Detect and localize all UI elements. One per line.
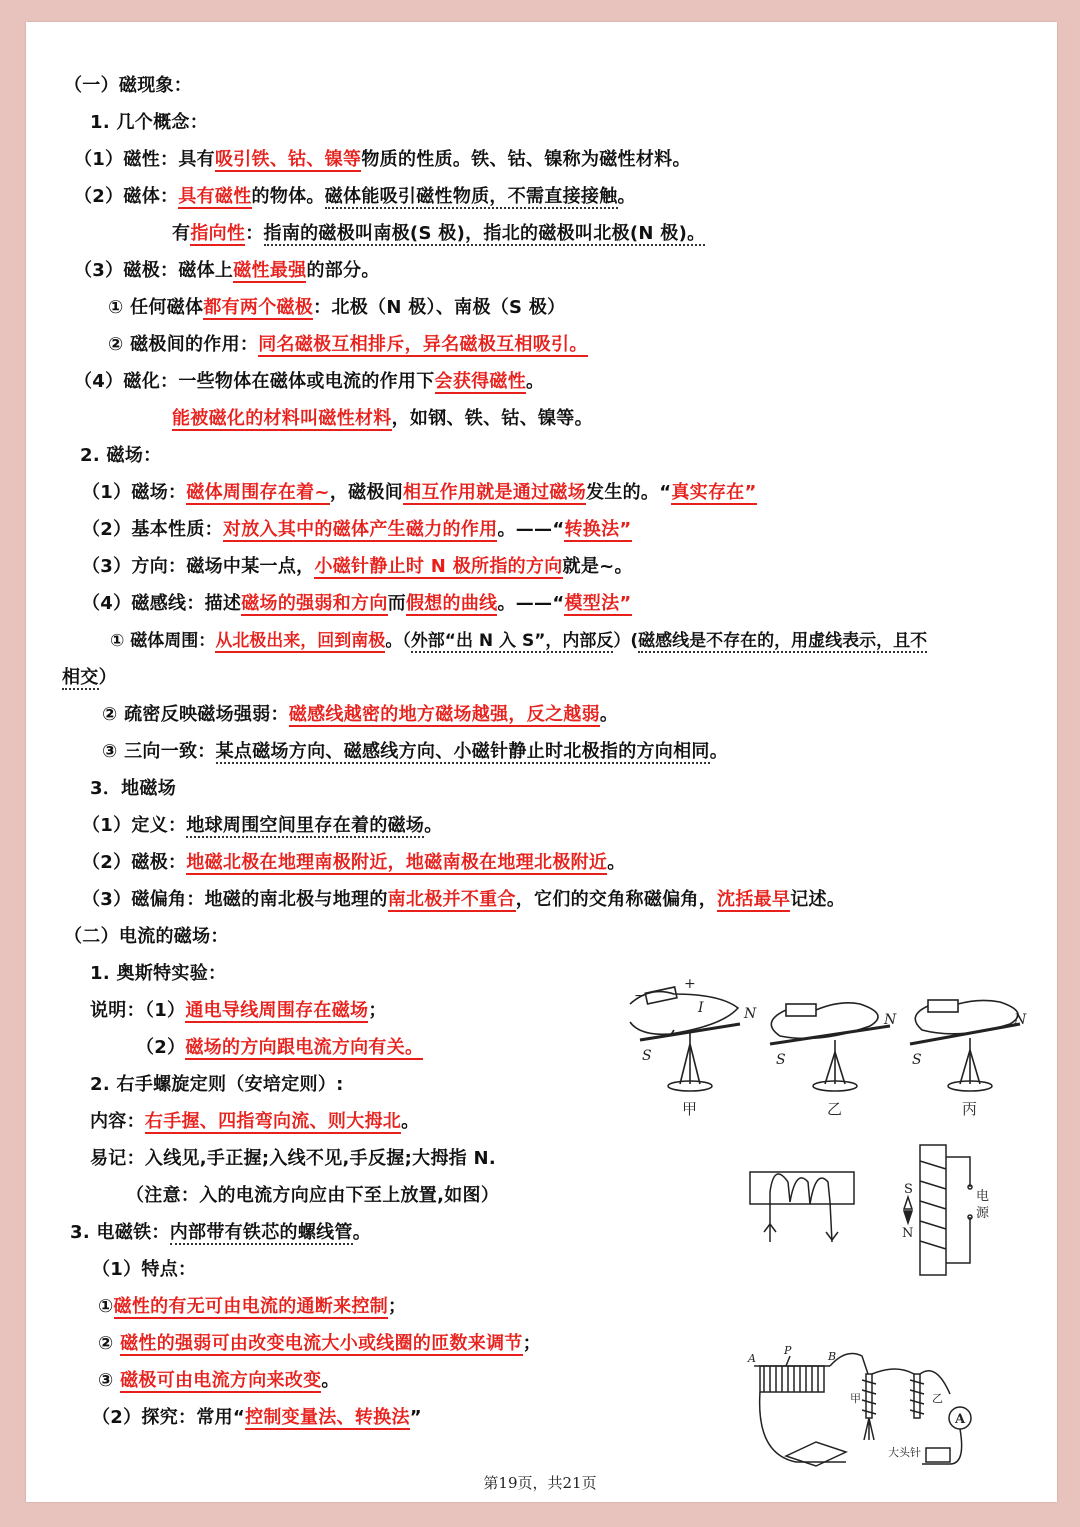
text: ； xyxy=(522,1333,542,1354)
line-basic-property xyxy=(82,518,632,542)
text: 物质的性质。铁、钴、镍称为磁性材料。 xyxy=(361,149,691,170)
key-point: 模型法” xyxy=(564,593,632,614)
underlined-text: 地球周围空间里存在着的磁场 xyxy=(186,815,425,836)
key-point: 指向性 xyxy=(190,223,246,244)
line-field xyxy=(82,481,757,505)
line-pole-interaction xyxy=(108,333,588,357)
text: 。 xyxy=(424,815,443,836)
line-features: （1）特点： xyxy=(92,1259,197,1280)
text: 有 xyxy=(172,223,191,244)
key-point: 通电导线周围存在磁场 xyxy=(185,1000,369,1021)
text: ② 磁极间的作用： xyxy=(108,334,259,355)
key-point: 地磁北极在地理南极附近，地磁南极在地理北极附近 xyxy=(186,852,608,873)
minus-label: − xyxy=(634,988,646,1004)
key-point: 磁场的方向跟电流方向有关。 xyxy=(185,1037,424,1058)
text: ，它们的交角称磁偏角， xyxy=(515,889,718,910)
terminal-a-label: A xyxy=(748,1352,756,1365)
text: （4）磁感线：描述 xyxy=(82,593,242,614)
text: ③ 三向一致： xyxy=(102,741,216,762)
line-field-lines xyxy=(82,592,632,616)
text: 就是~。 xyxy=(562,556,633,577)
line-note: （注意：入的电流方向应由下至上放置,如图） xyxy=(126,1185,500,1206)
underlined-text: 磁体能吸引磁性物质，不需直接接触 xyxy=(324,186,618,207)
power-source-label-2: 源 xyxy=(976,1206,990,1221)
key-point: 磁性的有无可由电流的通断来控制 xyxy=(113,1296,389,1317)
text: （4）磁化：一些物体在磁体或电流的作用下 xyxy=(74,371,435,392)
text: ： xyxy=(245,223,264,244)
key-point: 从北极出来，回到南极 xyxy=(215,631,386,651)
oersted-experiment-figure xyxy=(610,964,1044,1126)
text: 。 xyxy=(599,704,619,725)
page-footer: 第19页，共21页 xyxy=(483,1474,597,1492)
line-around-magnet-cont xyxy=(62,666,117,690)
text: ） xyxy=(98,667,117,688)
document-page xyxy=(26,22,1057,1502)
underlined-text: 指南的磁极叫南极(S 极)，指北的磁极叫北极(N 极)。 xyxy=(263,223,706,244)
text: 。 xyxy=(526,371,545,392)
text: （1）定义： xyxy=(82,815,187,836)
key-point: 假想的曲线 xyxy=(405,593,498,614)
solenoid-n-label: N xyxy=(902,1226,914,1241)
electromagnet-experiment-figure xyxy=(746,1344,992,1482)
text: ③ xyxy=(98,1370,121,1391)
line-inquiry xyxy=(92,1406,422,1430)
figure-label-jia: 甲 xyxy=(682,1100,698,1118)
south-label: S xyxy=(912,1052,922,1068)
terminal-b-label: B xyxy=(828,1350,837,1363)
text: ” xyxy=(409,1407,422,1428)
north-label: N xyxy=(1014,1012,1027,1028)
text: 。 xyxy=(709,741,729,762)
heading-oersted: 1. 奥斯特实验： xyxy=(90,963,227,984)
heading-electromagnet xyxy=(70,1221,371,1245)
text: ② xyxy=(98,1333,121,1354)
text: ，磁极间 xyxy=(329,482,404,503)
current-label: I xyxy=(698,1000,704,1016)
key-point: 小磁针静止时 N 极所指的方向 xyxy=(314,556,563,577)
line-magnetization xyxy=(74,370,544,394)
text: （3）磁偏角：地磁的南北极与地理的 xyxy=(82,889,388,910)
text: 。——“ xyxy=(497,593,565,614)
line-declination xyxy=(82,888,845,912)
south-label: S xyxy=(776,1052,786,1068)
key-point: 磁性的强弱可由改变电流大小或线圈的匝数来调节 xyxy=(120,1333,523,1354)
line-three-directions xyxy=(102,740,728,764)
line-explanation-2 xyxy=(136,1036,423,1060)
underlined-text: 相交 xyxy=(62,667,99,688)
text: 。——“ xyxy=(497,519,565,540)
underlined-text: 磁感线是不存在的，用虚线表示，且不 xyxy=(638,631,928,651)
power-source-label-1: 电 xyxy=(976,1189,990,1204)
text: ：北极（N 极）、南极（S 极） xyxy=(313,297,566,318)
line-feature-2 xyxy=(98,1332,541,1356)
text: 而 xyxy=(387,593,406,614)
line-magnet xyxy=(74,185,636,209)
text: ； xyxy=(388,1296,407,1317)
text: （2）探究：常用“ xyxy=(92,1407,246,1428)
solenoid-s-label: S xyxy=(904,1182,913,1197)
north-label: N xyxy=(884,1012,897,1028)
text: （1）磁场： xyxy=(82,482,187,503)
key-point: 会获得磁性 xyxy=(434,371,527,392)
line-directivity xyxy=(172,222,705,246)
key-point: 具有磁性 xyxy=(178,186,252,207)
text: 发生的。“ xyxy=(586,482,672,503)
north-label: N xyxy=(744,1006,757,1022)
text: 。 xyxy=(352,1222,372,1243)
text: 内容： xyxy=(90,1111,145,1132)
text: ① 磁体周围： xyxy=(110,631,216,651)
line-direction xyxy=(82,555,633,579)
figure-label-yi: 乙 xyxy=(827,1100,843,1118)
text: （3）磁极：磁体上 xyxy=(74,260,234,281)
line-magnetism xyxy=(74,148,691,172)
key-point: 沈括最早 xyxy=(717,889,791,910)
key-point: 控制变量法、转换法 xyxy=(245,1407,410,1428)
key-point: 转换法” xyxy=(564,519,632,540)
line-content xyxy=(90,1110,419,1134)
line-pole xyxy=(74,259,380,283)
text: （2）基本性质： xyxy=(82,519,223,540)
text: 。（ xyxy=(385,631,411,651)
text: （3）方向：磁场中某一点， xyxy=(82,556,315,577)
text: ① 任何磁体 xyxy=(108,297,204,318)
text: 。 xyxy=(607,852,626,873)
text: ； xyxy=(368,1000,387,1021)
south-label: S xyxy=(642,1048,652,1064)
text: ，如钢、铁、钴、镍等。 xyxy=(391,408,593,429)
text: ）( xyxy=(613,631,639,651)
coil-yi-label: 乙 xyxy=(932,1392,943,1405)
line-definition xyxy=(82,814,443,838)
coil-direction-figure xyxy=(744,1162,866,1252)
heading-magnetic-field: 2. 磁场： xyxy=(80,445,162,466)
key-point: 右手握、四指弯向流、则大拇北 xyxy=(144,1111,402,1132)
text: 。 xyxy=(321,1370,340,1391)
text: 说明：（1） xyxy=(90,1000,186,1021)
plus-label: + xyxy=(684,976,696,992)
heading-geomagnetic: 3．地磁场 xyxy=(90,778,177,799)
text: 3. 电磁铁： xyxy=(70,1222,170,1243)
underlined-text: 外部“出 N 入 S”，内部反 xyxy=(410,631,614,651)
key-point: 能被磁化的材料叫磁性材料 xyxy=(172,408,392,429)
text: （1）磁性：具有 xyxy=(74,149,215,170)
key-point: 磁场的强弱和方向 xyxy=(241,593,388,614)
section-1-title: （一）磁现象： xyxy=(64,75,193,96)
line-feature-3 xyxy=(98,1369,340,1393)
key-point: 相互作用就是通过磁场 xyxy=(403,482,587,503)
key-point: 磁极可由电流方向来改变 xyxy=(120,1370,322,1391)
figure-label-bing: 丙 xyxy=(962,1100,978,1118)
underlined-text: 某点磁场方向、磁感线方向、小磁针静止时北极指的方向相同 xyxy=(215,741,710,762)
line-geo-poles xyxy=(82,851,626,875)
line-around-magnet xyxy=(110,629,927,653)
key-point: 同名磁极互相排斥，异名磁极互相吸引。 xyxy=(258,334,588,355)
section-2-title: （二）电流的磁场： xyxy=(64,926,229,947)
line-density xyxy=(102,703,618,727)
text: 的物体。 xyxy=(251,186,325,207)
text: （2） xyxy=(136,1037,186,1058)
key-point: 南北极并不重合 xyxy=(387,889,516,910)
key-point: 对放入其中的磁体产生磁力的作用 xyxy=(222,519,498,540)
line-feature-1 xyxy=(98,1295,406,1319)
key-point: 磁性最强 xyxy=(233,260,307,281)
text: 。 xyxy=(617,186,636,207)
text: （2）磁极： xyxy=(82,852,187,873)
text: 记述。 xyxy=(790,889,846,910)
key-point: 磁感线越密的地方磁场越强，反之越弱 xyxy=(288,704,600,725)
pins-label: 大头针 xyxy=(888,1446,921,1459)
ammeter-label: A xyxy=(955,1412,966,1427)
key-point: 磁体周围存在着~ xyxy=(186,482,330,503)
heading-right-hand-rule: 2. 右手螺旋定则（安培定则）: xyxy=(90,1074,344,1095)
key-point: 都有两个磁极 xyxy=(203,297,314,318)
coil-jia-label: 甲 xyxy=(850,1392,861,1405)
text: ① xyxy=(98,1296,114,1317)
key-point: 真实存在” xyxy=(671,482,757,503)
key-point: 吸引铁、钴、镍等 xyxy=(214,149,362,170)
text: （2）磁体： xyxy=(74,186,179,207)
line-magnetic-material xyxy=(172,407,593,431)
line-mnemonic: 易记：入线见,手正握;入线不见,手反握;大拇指 N. xyxy=(90,1148,497,1169)
slider-p-label: P xyxy=(784,1344,792,1357)
solenoid-figure xyxy=(886,1137,1004,1287)
heading-concepts: 1. 几个概念： xyxy=(90,112,209,133)
line-two-poles xyxy=(108,296,566,320)
text: 。 xyxy=(401,1111,420,1132)
line-explanation-1 xyxy=(90,999,387,1023)
underlined-text: 内部带有铁芯的螺线管 xyxy=(169,1222,353,1243)
text: ② 疏密反映磁场强弱： xyxy=(102,704,289,725)
text: 的部分。 xyxy=(306,260,380,281)
